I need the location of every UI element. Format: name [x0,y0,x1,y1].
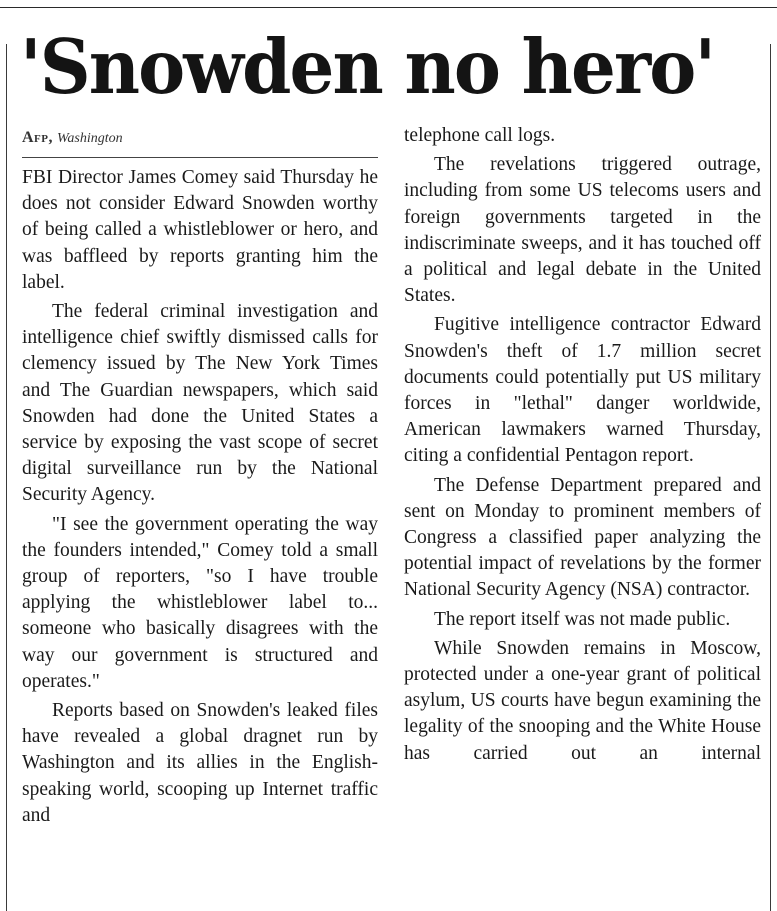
top-border-rule [0,7,777,8]
article-column-left [22,165,378,905]
article-paragraph: telephone call logs. [404,125,556,146]
article-paragraph: "I see the government operating the way the founders intended," Comey told a small group of reporters, "so I have trouble applying the whistleblower label to... someone who basically disagrees with the way our government is structured and operates." [22,513,378,692]
byline-agency: Afp, [22,129,53,146]
article-paragraph: The revelations triggered outrage, including from some US telecoms users and foreign governments targeted in the indiscriminate sweeps, and it has touched off a political and legal debate in the United States. [404,154,761,307]
article-paragraph: The report itself was not made public. [434,608,731,630]
article-paragraph: The Defense Department prepared and sent on Monday to prominent members of Congress a classified paper analyzing the potential impact of revelations by the former National Security Agency (NSA) contractor. [404,474,761,601]
article-column-right [404,123,761,908]
byline-location: Washington [57,131,123,146]
article-paragraph: While Snowden remains in Moscow, protected under a one-year grant of political asylum, US courts have begun examining the legality of the snooping and the White House has carried out an internal [404,637,761,764]
headline: 'Snowden no hero' [20,23,715,111]
article-paragraph: FBI Director James Comey said Thursday he does not consider Edward Snowden worthy of being called a whistleblower or hero, and was baffleed by reports granting him the label. [22,167,378,293]
byline [22,126,377,151]
article-paragraph: Fugitive intelligence contractor Edward Snowden's theft of 1.7 million secret documents could potentially put US military forces in "lethal" danger worldwide, American lawmakers warned Thursday, citing a confidential Pentagon report. [404,314,761,467]
right-border-rule [770,44,771,911]
article-paragraph: Reports based on Snowden's leaked files have revealed a global dragnet run by Washington and its allies in the English-speaking world, scooping up Internet traffic and [22,700,378,826]
article-paragraph: The federal criminal investigation and intelligence chief swiftly dismissed calls for clemency issued by The New York Times and The Guardian newspapers, which said Snowden had done the United States a service by exposing the vast scope of secret digital surveillance run by the National Security Agency. [22,301,378,506]
left-border-rule [6,44,7,911]
byline-divider [22,157,378,158]
